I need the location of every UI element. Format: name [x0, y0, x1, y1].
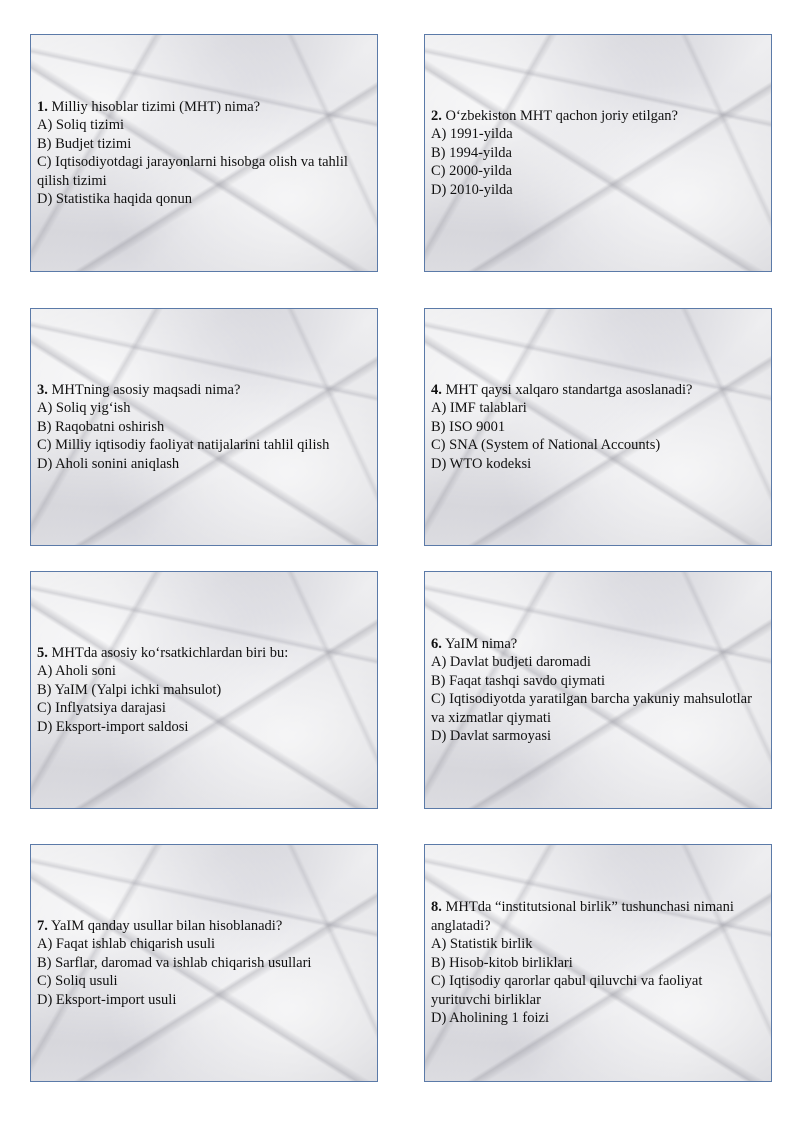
option-c: C) Iqtisodiyotda yaratilgan barcha yakuniy mahsulotlar va xizmatlar qiymati — [431, 691, 752, 726]
option-a: A) Soliq yig‘ish — [37, 400, 131, 417]
option-a: A) Davlat budjeti daromadi — [431, 654, 591, 670]
option-b: B) Faqat tashqi savdo qiymati — [431, 672, 605, 689]
question-number: 3. — [37, 381, 48, 398]
card-content — [31, 917, 377, 1010]
question-text: MHT qaysi xalqaro standartga asoslanadi? — [445, 381, 693, 398]
option-c: C) Milliy iqtisodiy faoliyat natijalarini tahlil qilish — [37, 437, 330, 454]
option-d: D) Aholining 1 foizi — [431, 1010, 550, 1027]
question-text: YaIM qanday usullar bilan hisoblanadi? — [50, 917, 283, 934]
question-card-8 — [424, 844, 772, 1082]
question-card-1 — [30, 34, 378, 272]
question-line — [431, 898, 761, 935]
card-content — [425, 381, 771, 474]
question-number: 1. — [37, 98, 48, 115]
question-card-5 — [30, 571, 378, 809]
question-number: 8. — [431, 899, 442, 916]
question-number: 5. — [37, 644, 48, 661]
question-card-4 — [424, 308, 772, 546]
option-d: D) Statistika haqida qonun — [37, 191, 193, 207]
question-number: 4. — [431, 381, 442, 398]
option-a: A) Statistik birlik — [431, 936, 533, 953]
option-a: A) Aholi soni — [37, 663, 116, 680]
option-b: B) YaIM (Yalpi ichki mahsulot) — [37, 681, 222, 698]
card-content — [31, 98, 377, 209]
question-line — [37, 644, 367, 663]
option-b: B) Raqobatni oshirish — [37, 418, 165, 435]
option-a: A) 1991-yilda — [431, 126, 513, 143]
question-card-6 — [424, 571, 772, 809]
question-card-3 — [30, 308, 378, 546]
question-number: 7. — [37, 917, 48, 934]
question-text: MHTning asosiy maqsadi nima? — [51, 381, 241, 398]
option-b: B) Hisob-kitob birliklari — [431, 954, 573, 971]
question-text: MHTda asosiy ko‘rsatkichlardan biri bu: — [51, 644, 289, 661]
question-text: YaIM nima? — [444, 635, 518, 652]
card-content — [425, 898, 771, 1028]
question-text: Milliy hisoblar tizimi (MHT) nima? — [51, 98, 261, 115]
option-c: C) 2000-yilda — [431, 163, 512, 180]
question-card-2 — [424, 34, 772, 272]
option-a: A) Soliq tizimi — [37, 117, 124, 133]
question-line — [431, 107, 761, 126]
question-line — [431, 381, 761, 400]
question-line — [37, 917, 367, 936]
option-d: D) Davlat sarmoyasi — [431, 728, 551, 744]
card-content — [425, 107, 771, 200]
option-c: C) Iqtisodiy qarorlar qabul qiluvchi va faoliyat yurituvchi birliklar — [431, 973, 703, 1008]
question-line — [37, 98, 367, 117]
option-b: B) Sarflar, daromad va ishlab chiqarish usullari — [37, 954, 312, 971]
option-c: C) Iqtisodiyotdagi jarayonlarni hisobga olish va tahlil qilish tizimi — [37, 154, 348, 189]
option-a: A) IMF talablari — [431, 400, 527, 417]
option-c: C) Inflyatsiya darajasi — [37, 700, 166, 717]
question-text: O‘zbekiston MHT qachon joriy etilgan? — [445, 107, 678, 124]
option-d: D) Eksport-import saldosi — [37, 718, 189, 735]
question-card-7 — [30, 844, 378, 1082]
question-number: 6. — [431, 635, 442, 652]
card-content — [31, 644, 377, 737]
question-text: MHTda “institutsional birlik” tushunchasi nimani anglatadi? — [431, 899, 734, 934]
option-a: A) Faqat ishlab chiqarish usuli — [37, 936, 216, 953]
option-d: D) 2010-yilda — [431, 181, 513, 198]
card-content — [31, 381, 377, 474]
option-d: D) Aholi sonini aniqlash — [37, 455, 180, 472]
card-content — [425, 635, 771, 746]
option-b: B) ISO 9001 — [431, 418, 506, 435]
option-b: B) Budjet tizimi — [37, 135, 132, 152]
option-d: D) WTO kodeksi — [431, 455, 532, 472]
question-number: 2. — [431, 107, 442, 124]
option-b: B) 1994-yilda — [431, 144, 512, 161]
question-line — [431, 635, 761, 654]
option-c: C) SNA (System of National Accounts) — [431, 437, 661, 454]
option-c: C) Soliq usuli — [37, 973, 118, 990]
question-line — [37, 381, 367, 400]
option-d: D) Eksport-import usuli — [37, 991, 177, 1008]
